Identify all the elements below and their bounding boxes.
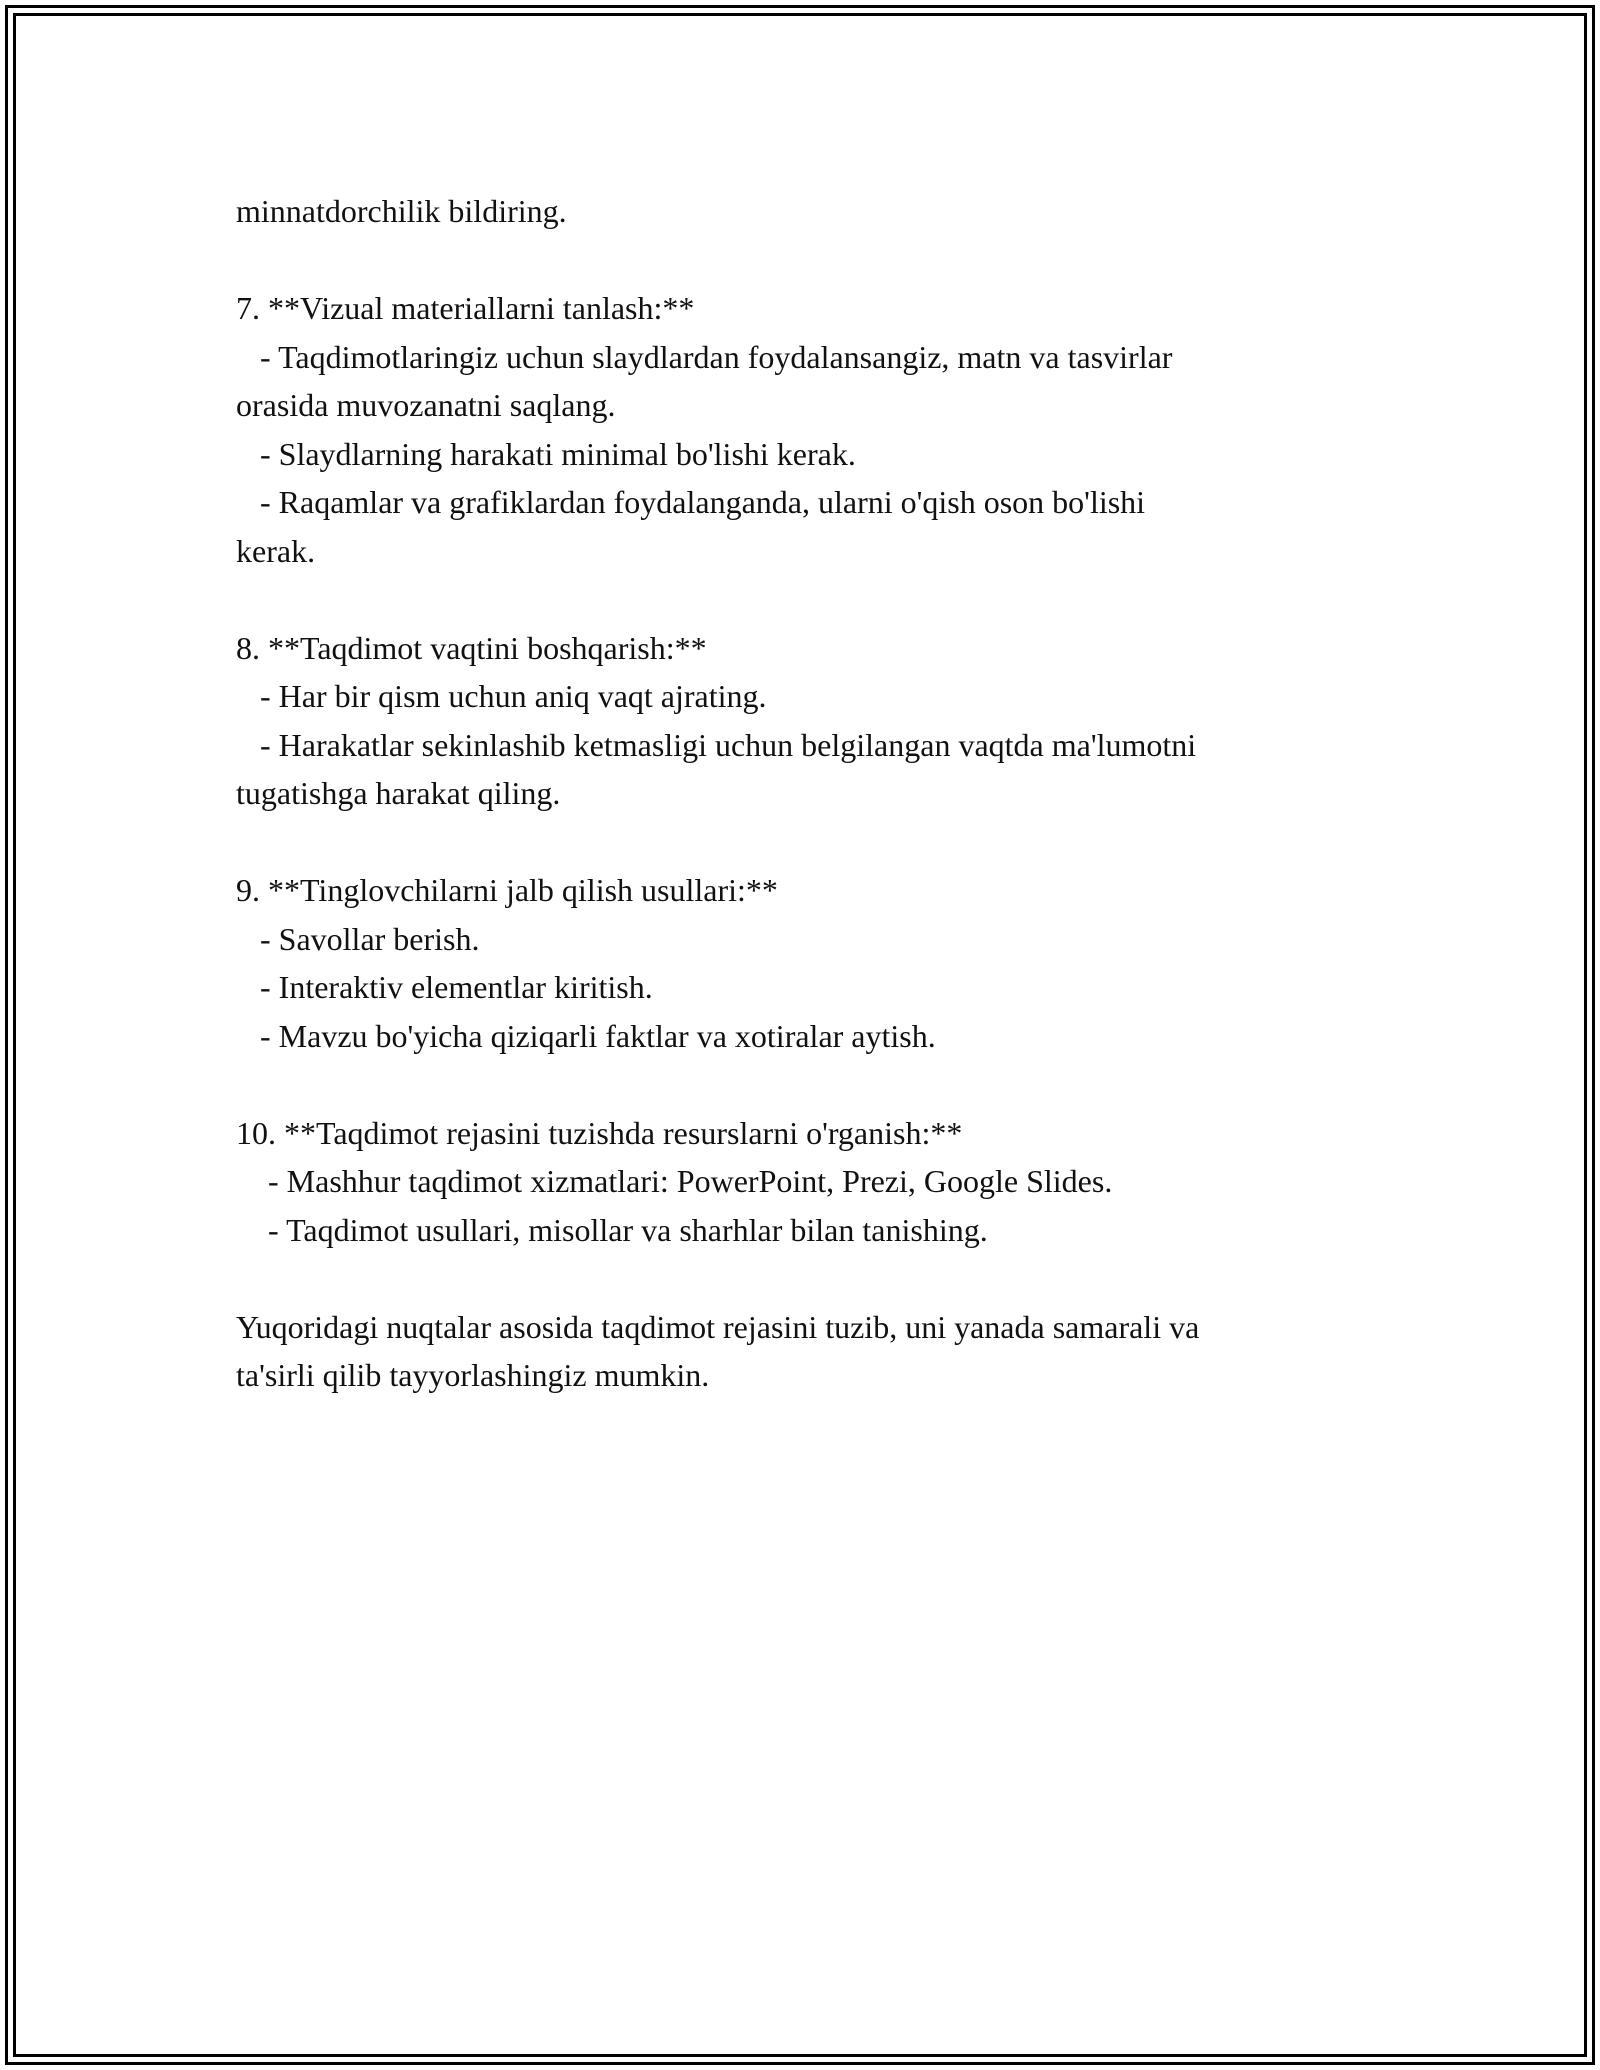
list-item: - Taqdimot usullari, misollar va sharhlar bilan tanishing. [236, 1211, 988, 1248]
blank-line [236, 575, 1366, 624]
list-item: - Taqdimotlaringiz uchun slaydlardan foydalansangiz, matn va tasvirlar [236, 338, 1173, 375]
list-item: - Harakatlar sekinlashib ketmasligi uchun belgilangan vaqtda ma'lumotni [236, 726, 1197, 763]
text-line: minnatdorchilik bildiring. [236, 193, 567, 229]
text-line: ta'sirli qilib tayyorlashingiz mumkin. [236, 1357, 710, 1393]
list-item: - Har bir qism uchun aniq vaqt ajrating. [236, 678, 767, 714]
list-item: - Slaydlarning harakati minimal bo'lishi kerak. [236, 435, 856, 472]
section-heading: 9. **Tinglovchilarni jalb qilish usullari:** [236, 872, 778, 908]
section-heading: 8. **Taqdimot vaqtini boshqarish:** [236, 629, 707, 666]
list-item: - Savollar berish. [236, 920, 480, 957]
section-heading: 10. **Taqdimot rejasini tuzishda resurslarni o'rganish:** [236, 1114, 963, 1151]
text-line: Yuqoridagi nuqtalar asosida taqdimot rejasini tuzib, uni yanada samarali va [236, 1308, 1200, 1345]
blank-line [236, 1060, 1366, 1109]
blank-line [236, 236, 1366, 285]
list-item: - Interaktiv elementlar kiritish. [236, 969, 653, 1005]
blank-line [236, 818, 1366, 867]
list-item: - Mashhur taqdimot xizmatlari: PowerPoint, Prezi, Google Slides. [236, 1163, 1113, 1199]
document-body [236, 187, 1366, 1400]
text-line: kerak. [236, 532, 316, 569]
blank-line [236, 1254, 1366, 1303]
section-heading: 7. **Vizual materiallarni tanlash:** [236, 290, 695, 326]
list-item: - Raqamlar va grafiklardan foydalanganda, ularni o'qish oson bo'lishi [236, 484, 1146, 520]
text-line: tugatishga harakat qiling. [236, 775, 561, 811]
list-item: - Mavzu bo'yicha qiziqarli faktlar va xotiralar aytish. [236, 1017, 936, 1054]
text-line: orasida muvozanatni saqlang. [236, 387, 616, 423]
